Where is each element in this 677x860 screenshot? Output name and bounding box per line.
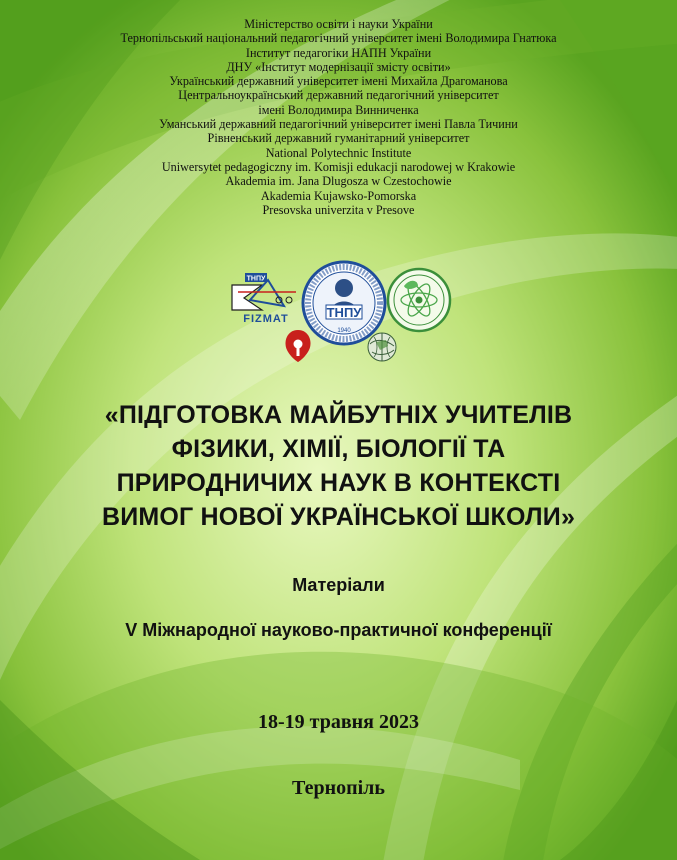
- organizer-line: National Polytechnic Institute: [265, 145, 412, 160]
- organizer-line: Український державний університет імені Михайла Драгоманова: [169, 74, 508, 89]
- materials-label: Матеріали: [292, 575, 385, 595]
- organizer-line: Міністерство освіти і науки України: [244, 17, 433, 31]
- svg-text:ТНПУ: ТНПУ: [246, 275, 266, 283]
- conference-label: V Міжнародної науково-практичної конференції: [125, 620, 552, 640]
- science-faculty-logo: [388, 269, 450, 331]
- organizer-line: ДНУ «Інститут модернізації змісту освіти»: [226, 59, 451, 74]
- svg-text:ТНПУ: ТНПУ: [326, 305, 362, 320]
- organizer-line: Akademia Kujawsko-Pomorska: [260, 188, 417, 203]
- organizer-line: Presovska univerzita v Presove: [262, 202, 415, 217]
- conference-title: [0, 398, 677, 534]
- organizer-line: Уманський державний педагогічний університет імені Павла Тичини: [159, 117, 518, 132]
- red-emblem-logo: [285, 330, 310, 362]
- organizer-line: Інститут педагогіки НАПН України: [245, 45, 432, 60]
- title-line: ФІЗИКИ, ХІМІЇ, БІОЛОГІЇ ТА: [171, 435, 506, 463]
- conference-city: Тернопіль: [292, 777, 385, 799]
- svg-text:1940: 1940: [337, 328, 351, 334]
- conference-date: 18-19 травня 2023: [258, 711, 419, 733]
- tnpu-university-seal: [303, 262, 385, 344]
- fizmat-logo: [232, 273, 296, 325]
- organizer-line: імені Володимира Винниченка: [258, 102, 419, 117]
- globe-logo: [368, 333, 396, 361]
- organizer-line: Тернопільський національний педагогічний університет імені Володимира Гнатюка: [120, 31, 557, 46]
- title-line: «ПІДГОТОВКА МАЙБУТНІХ УЧИТЕЛІВ: [104, 401, 573, 429]
- title-line: ВИМОГ НОВОЇ УКРАЇНСЬКОЇ ШКОЛИ»: [101, 503, 576, 531]
- organizer-line: Рівненський державний гуманітарний університет: [207, 131, 470, 146]
- svg-text:FIZMAT: FIZMAT: [243, 313, 289, 325]
- title-line: ПРИРОДНИЧИХ НАУК В КОНТЕКСТІ: [116, 469, 561, 497]
- organizer-line: Uniwersytet pedagogiczny im. Komisji edukacji narodowej w Krakowie: [161, 159, 516, 174]
- organizer-line: Akademia im. Jana Dlugosza w Czestochowie: [225, 174, 452, 189]
- organizer-line: Центральноукраїнський державний педагогічний університет: [178, 88, 499, 103]
